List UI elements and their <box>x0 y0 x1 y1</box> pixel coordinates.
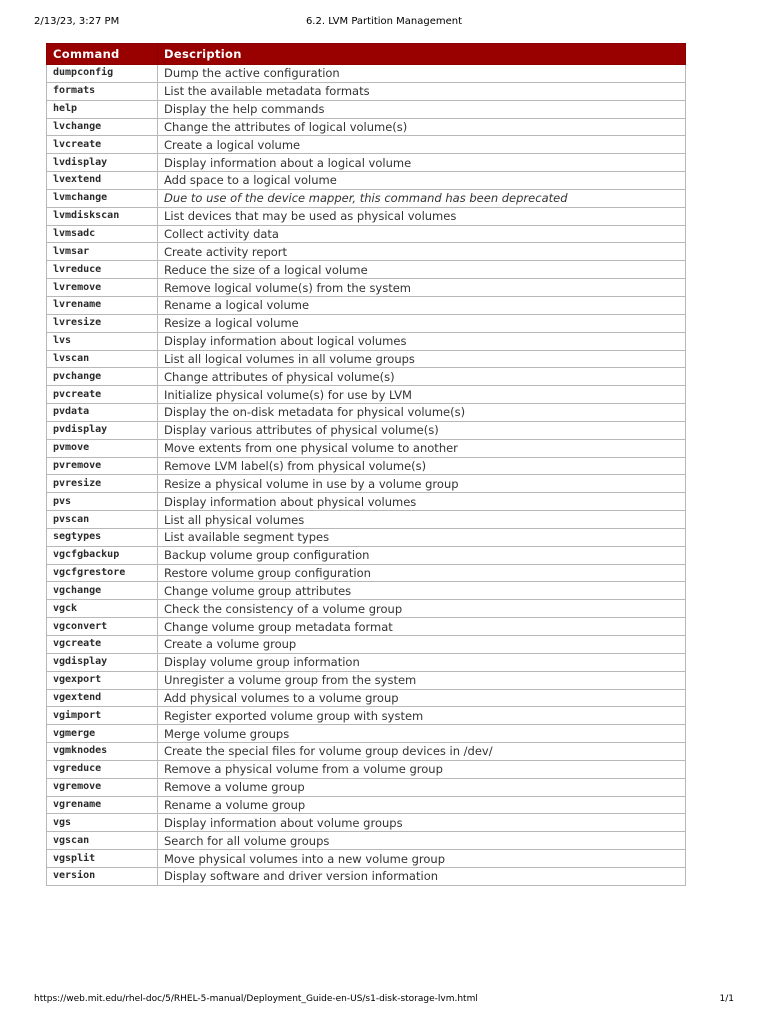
table-row <box>47 493 686 511</box>
table-row <box>47 725 686 743</box>
command-cell: lvscan <box>47 350 158 368</box>
table-row <box>47 528 686 546</box>
command-cell: vgmerge <box>47 725 158 743</box>
table-row <box>47 386 686 404</box>
table-row <box>47 225 686 243</box>
description-cell: Create the special files for volume group devices in /dev/ <box>158 743 686 761</box>
command-cell: vgremove <box>47 778 158 796</box>
print-datetime: 2/13/23, 3:27 PM <box>34 16 120 27</box>
command-cell: pvmove <box>47 439 158 457</box>
table-row <box>47 867 686 885</box>
table-row <box>47 189 686 207</box>
command-cell: lvchange <box>47 118 158 136</box>
description-cell: Change the attributes of logical volume(s) <box>158 118 686 136</box>
description-cell: Dump the active configuration <box>158 65 686 83</box>
command-cell: dumpconfig <box>47 65 158 83</box>
table-row <box>47 421 686 439</box>
table-row <box>47 475 686 493</box>
table-row <box>47 564 686 582</box>
table-row <box>47 457 686 475</box>
description-cell: Display information about physical volumes <box>158 493 686 511</box>
description-cell: Display the on-disk metadata for physical volume(s) <box>158 404 686 422</box>
description-cell: Check the consistency of a volume group <box>158 600 686 618</box>
table-row <box>47 511 686 529</box>
table-row <box>47 707 686 725</box>
command-cell: vgsplit <box>47 850 158 868</box>
description-cell: Remove logical volume(s) from the system <box>158 279 686 297</box>
command-cell: vgcreate <box>47 636 158 654</box>
table-row <box>47 279 686 297</box>
command-cell: lvreduce <box>47 261 158 279</box>
description-cell: Remove a volume group <box>158 778 686 796</box>
column-header-description: Description <box>158 44 686 65</box>
description-cell: Resize a logical volume <box>158 314 686 332</box>
table-row <box>47 796 686 814</box>
table-row <box>47 332 686 350</box>
table-row <box>47 314 686 332</box>
description-cell: Display software and driver version information <box>158 867 686 885</box>
description-cell: List all physical volumes <box>158 511 686 529</box>
command-cell: lvextend <box>47 172 158 190</box>
description-cell: List all logical volumes in all volume groups <box>158 350 686 368</box>
description-cell: Unregister a volume group from the system <box>158 671 686 689</box>
description-cell: Display volume group information <box>158 653 686 671</box>
description-cell: Initialize physical volume(s) for use by LVM <box>158 386 686 404</box>
command-cell: vgmknodes <box>47 743 158 761</box>
table-row <box>47 618 686 636</box>
command-cell: lvmchange <box>47 189 158 207</box>
table-row <box>47 136 686 154</box>
command-cell: vgdisplay <box>47 653 158 671</box>
description-cell: Backup volume group configuration <box>158 546 686 564</box>
description-cell: Change attributes of physical volume(s) <box>158 368 686 386</box>
table-row <box>47 207 686 225</box>
command-cell: help <box>47 100 158 118</box>
table-row <box>47 546 686 564</box>
command-cell: lvrename <box>47 296 158 314</box>
command-cell: vgextend <box>47 689 158 707</box>
lvm-commands-table <box>46 43 686 886</box>
description-cell: Remove LVM label(s) from physical volume(s) <box>158 457 686 475</box>
description-cell: Display information about volume groups <box>158 814 686 832</box>
table-header-row <box>47 44 686 65</box>
command-cell: vgck <box>47 600 158 618</box>
command-cell: vgimport <box>47 707 158 725</box>
command-cell: lvcreate <box>47 136 158 154</box>
command-cell: pvcreate <box>47 386 158 404</box>
table-row <box>47 172 686 190</box>
description-cell: Display the help commands <box>158 100 686 118</box>
column-header-command: Command <box>47 44 158 65</box>
command-cell: version <box>47 867 158 885</box>
table-row <box>47 850 686 868</box>
description-cell: Move extents from one physical volume to another <box>158 439 686 457</box>
description-cell: Restore volume group configuration <box>158 564 686 582</box>
description-cell: Create activity report <box>158 243 686 261</box>
description-cell: Due to use of the device mapper, this command has been deprecated <box>158 189 686 207</box>
command-cell: vgconvert <box>47 618 158 636</box>
table-row <box>47 100 686 118</box>
description-cell: Remove a physical volume from a volume group <box>158 760 686 778</box>
description-cell: List the available metadata formats <box>158 82 686 100</box>
command-cell: lvmdiskscan <box>47 207 158 225</box>
description-cell: Change volume group attributes <box>158 582 686 600</box>
command-cell: vgcfgbackup <box>47 546 158 564</box>
command-cell: vgreduce <box>47 760 158 778</box>
command-cell: vgcfgrestore <box>47 564 158 582</box>
table-row <box>47 832 686 850</box>
description-cell: Add space to a logical volume <box>158 172 686 190</box>
table-row <box>47 82 686 100</box>
command-cell: vgscan <box>47 832 158 850</box>
description-cell: Rename a logical volume <box>158 296 686 314</box>
table-row <box>47 243 686 261</box>
table-row <box>47 65 686 83</box>
description-cell: Merge volume groups <box>158 725 686 743</box>
table-row <box>47 439 686 457</box>
command-cell: vgexport <box>47 671 158 689</box>
command-cell: pvremove <box>47 457 158 475</box>
table-row <box>47 600 686 618</box>
command-cell: vgrename <box>47 796 158 814</box>
command-cell: lvmsar <box>47 243 158 261</box>
description-cell: Resize a physical volume in use by a volume group <box>158 475 686 493</box>
command-cell: lvdisplay <box>47 154 158 172</box>
description-cell: Change volume group metadata format <box>158 618 686 636</box>
description-cell: Display information about logical volumes <box>158 332 686 350</box>
command-cell: lvmsadc <box>47 225 158 243</box>
print-page-title: 6.2. LVM Partition Management <box>305 16 463 27</box>
print-source-url: https://web.mit.edu/rhel-doc/5/RHEL-5-manual/Deployment_Guide-en-US/s1-disk-storage-lvm.html <box>34 994 478 1004</box>
table-row <box>47 350 686 368</box>
command-cell: formats <box>47 82 158 100</box>
description-cell: Search for all volume groups <box>158 832 686 850</box>
table-row <box>47 404 686 422</box>
table-row <box>47 653 686 671</box>
command-cell: lvremove <box>47 279 158 297</box>
description-cell: Register exported volume group with system <box>158 707 686 725</box>
description-cell: Display various attributes of physical volume(s) <box>158 421 686 439</box>
command-cell: pvscan <box>47 511 158 529</box>
table-row <box>47 636 686 654</box>
table-row <box>47 814 686 832</box>
command-cell: lvresize <box>47 314 158 332</box>
table-row <box>47 368 686 386</box>
print-header <box>0 16 768 30</box>
command-cell: pvs <box>47 493 158 511</box>
description-cell: Rename a volume group <box>158 796 686 814</box>
description-cell: List available segment types <box>158 528 686 546</box>
command-cell: pvresize <box>47 475 158 493</box>
table-row <box>47 261 686 279</box>
table-row <box>47 689 686 707</box>
description-cell: Add physical volumes to a volume group <box>158 689 686 707</box>
command-cell: lvs <box>47 332 158 350</box>
description-cell: Create a volume group <box>158 636 686 654</box>
command-cell: vgchange <box>47 582 158 600</box>
table-row <box>47 743 686 761</box>
description-cell: Display information about a logical volume <box>158 154 686 172</box>
print-footer <box>0 994 768 1008</box>
command-cell: pvchange <box>47 368 158 386</box>
command-cell: pvdata <box>47 404 158 422</box>
table-row <box>47 154 686 172</box>
table-row <box>47 296 686 314</box>
table-row <box>47 118 686 136</box>
description-cell: Collect activity data <box>158 225 686 243</box>
table-row <box>47 582 686 600</box>
table-body <box>47 65 686 886</box>
description-cell: Move physical volumes into a new volume group <box>158 850 686 868</box>
description-cell: Reduce the size of a logical volume <box>158 261 686 279</box>
table-row <box>47 760 686 778</box>
command-cell: segtypes <box>47 528 158 546</box>
print-page-number: 1/1 <box>719 994 734 1004</box>
description-cell: Create a logical volume <box>158 136 686 154</box>
command-cell: vgs <box>47 814 158 832</box>
table-row <box>47 778 686 796</box>
command-cell: pvdisplay <box>47 421 158 439</box>
table-row <box>47 671 686 689</box>
description-cell: List devices that may be used as physical volumes <box>158 207 686 225</box>
